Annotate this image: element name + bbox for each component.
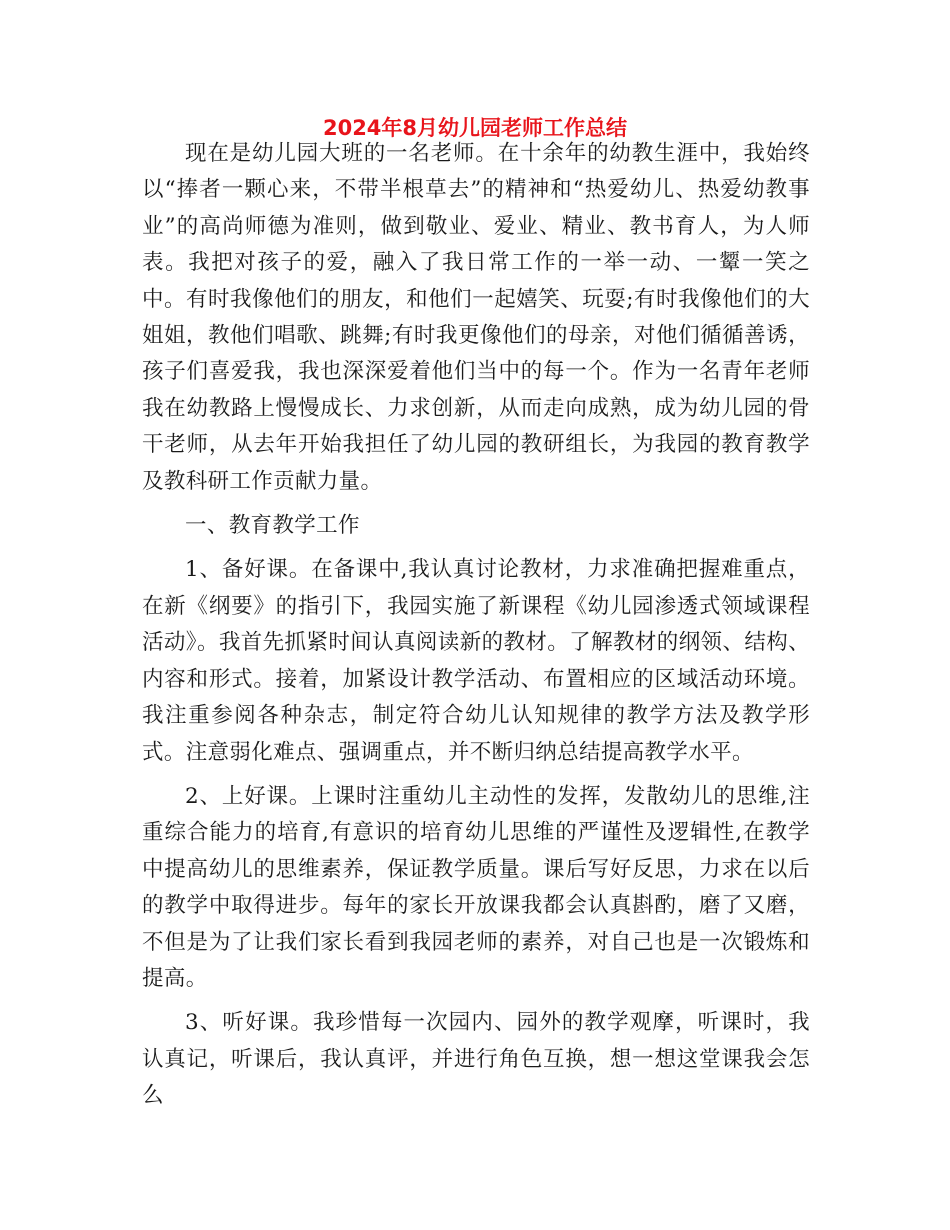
document-body [142, 136, 810, 1115]
paragraph-item-2: 2、上好课。上课时注重幼儿主动性的发挥，发散幼儿的思维,注重综合能力的培育,有意识的培育幼儿思维的严谨性及逻辑性,在教学中提高幼儿的思维素养，保证教学质量。课后写好反思，力求在以后的教学中取得进步。每年的家长开放课我都会认真斟酌，磨了又磨，不但是为了让我们家长看到我园老师的素养，对自己也是一次锻炼和提高。 [142, 783, 810, 991]
section-heading: 一、教育教学工作 [185, 513, 360, 539]
document-title: 2024年8月幼儿园老师工作总结 [322, 116, 628, 140]
paragraph-item-3: 3、听好课。我珍惜每一次园内、园外的教学观摩，听课时，我认真记，听课后，我认真评，并进行角色互换，想一想这堂课我会怎么 [142, 1010, 810, 1109]
paragraph-item-1: 1、备好课。在备课中,我认真讨论教材，力求准确把握难重点，在新《纲要》的指引下，我园实施了新课程《幼儿园渗透式领域课程活动》。我首先抓紧时间认真阅读新的教材。了解教材的纲领、结构、内容和形式。接着，加紧设计教学活动、布置相应的区域活动环境。我注重参阅各种杂志，制定符合幼儿认知规律的教学方法及教学形式。注意弱化难点、强调重点，并不断归纳总结提高教学水平。 [142, 557, 810, 765]
paragraph-intro: 现在是幼儿园大班的一名老师。在十余年的幼教生涯中，我始终以“捧者一颗心来，不带半根草去”的精神和“热爱幼儿、热爱幼教事业”的高尚师德为准则，做到敬业、爱业、精业、教书育人，为人师表。我把对孩子的爱，融入了我日常工作的一举一动、一颦一笑之中。有时我像他们的朋友，和他们一起嬉笑、玩耍;有时我像他们的大姐姐，教他们唱歌、跳舞;有时我更像他们的母亲，对他们循循善诱，孩子们喜爱我，我也深深爱着他们当中的每一个。作为一名青年老师我在幼教路上慢慢成长、力求创新，从而走向成熟，成为幼儿园的骨干老师，从去年开始我担任了幼儿园的教研组长，为我园的教育教学及教科研工作贡献力量。 [142, 141, 810, 494]
